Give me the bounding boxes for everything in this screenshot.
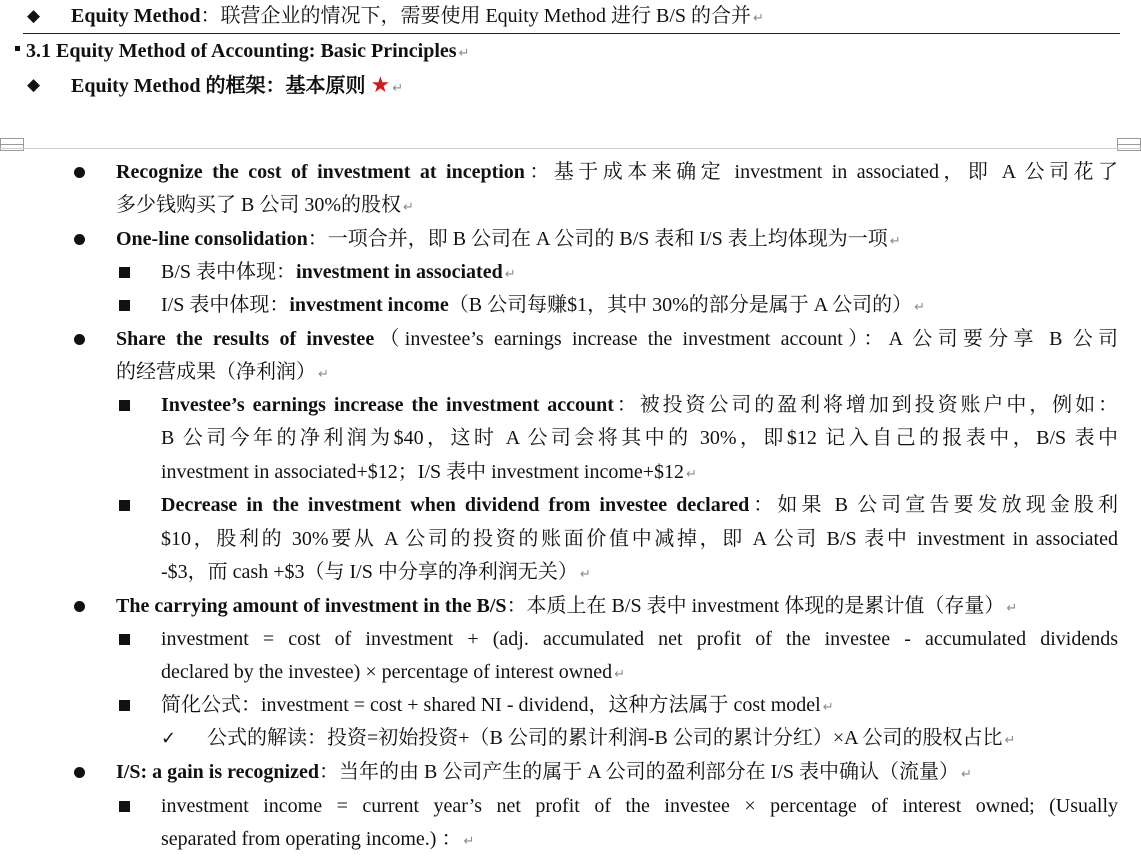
paragraph-mark: ↵ xyxy=(1004,733,1016,748)
item-carrying-amount xyxy=(116,590,1017,623)
subitem-text: B/S 表中体现： xyxy=(161,261,297,283)
subitem-dividend-decrease xyxy=(161,489,1118,522)
paragraph-mark: ↵ xyxy=(579,567,591,582)
item-bold-label: Recognize the cost of investment at inception xyxy=(116,161,525,183)
subitem-text: B 公司今年的净利润为$40，这时 A 公司会将其中的 30%，即$12 记入自己的报表中，B/S 表中 xyxy=(161,427,1118,449)
framework-label: Equity Method 的框架：基本原则 xyxy=(71,75,366,97)
equity-method-intro xyxy=(71,0,764,33)
paragraph-mark: ↵ xyxy=(889,234,901,249)
subitem-text: ：被投资公司的盈利将增加到投资账户中，例如： xyxy=(613,394,1119,416)
paragraph-mark: ↵ xyxy=(686,467,697,482)
paragraph-mark: ↵ xyxy=(1006,601,1018,616)
square-bullet-icon xyxy=(119,700,130,711)
diamond-bullet-icon: ◆ xyxy=(27,75,41,95)
item-bold-label: One-line consolidation xyxy=(116,228,308,250)
paragraph-mark: ↵ xyxy=(961,767,972,782)
subitem-earnings-increase xyxy=(161,389,1118,422)
page-break-line xyxy=(0,148,1141,149)
square-bullet-icon xyxy=(119,300,130,311)
heading-marker-icon xyxy=(15,46,20,51)
subitem-text: 简化公式：investment = cost + shared NI - dividend，这种方法属于 cost model xyxy=(161,694,821,716)
item-bold-label: Share the results of investee xyxy=(116,328,375,350)
margin-marker-right-icon xyxy=(1117,138,1141,151)
item-text: ：当年的由 B 公司产生的属于 A 公司的盈利部分在 I/S 表中确认（流量） xyxy=(318,761,959,783)
margin-marker-left-icon xyxy=(0,138,24,151)
item-is-gain xyxy=(116,756,972,789)
paragraph-mark: ↵ xyxy=(463,834,475,849)
checkmark-bullet-icon: ✓ xyxy=(161,728,177,749)
subitem-investment-formula-cont xyxy=(161,656,625,689)
subitem-text: $10，股利的 30%要从 A 公司的投资的账面价值中减掉，即 A 公司 B/S 表中 investment in associated xyxy=(161,528,1118,550)
round-bullet-icon xyxy=(74,767,85,778)
subitem-text: ：如果 B 公司宣告要发放现金股利 xyxy=(749,494,1118,516)
intro-text: ：联营企业的情况下，需要使用 Equity Method 进行 B/S 的合并 xyxy=(200,5,752,27)
paragraph-mark: ↵ xyxy=(753,11,764,26)
subitem-investment-income-cont xyxy=(161,823,474,856)
subitem-text: （B 公司每赚$1，其中 30%的部分是属于 A 公司的） xyxy=(448,294,913,316)
round-bullet-icon xyxy=(74,167,85,178)
subitem-bs xyxy=(161,256,516,289)
paragraph-mark: ↵ xyxy=(392,81,404,96)
paragraph-mark: ↵ xyxy=(504,267,516,282)
subitem-bold: Decrease in the investment when dividend from investee declared xyxy=(161,494,750,516)
subitem-investment-formula xyxy=(161,623,1118,656)
item-text: 的经营成果（净利润） xyxy=(116,361,316,383)
star-icon: ★ xyxy=(370,73,391,98)
paragraph-mark: ↵ xyxy=(614,667,625,682)
paragraph-mark: ↵ xyxy=(403,200,414,215)
item-recognize-cost xyxy=(116,156,1118,189)
intro-label: Equity Method xyxy=(71,5,201,27)
subitem-earnings-line3 xyxy=(161,456,697,489)
item-recognize-cost-cont xyxy=(116,189,414,222)
subitem-earnings-line2 xyxy=(161,422,1118,455)
heading-rule xyxy=(23,33,1120,34)
item-text: ：本质上在 B/S 表中 investment 体现的是累计值（存量） xyxy=(506,595,1005,617)
item-bold-label: I/S: a gain is recognized xyxy=(116,761,319,783)
round-bullet-icon xyxy=(74,334,85,345)
subitem-bold: investment income xyxy=(289,294,449,316)
subitem-simplified-formula xyxy=(161,689,834,722)
subitem-text: investment in associated+$12；I/S 表中 investment income+$12 xyxy=(161,461,685,483)
subitem-bold: investment in associated xyxy=(296,261,503,283)
subitem-dividend-line2 xyxy=(161,523,1118,556)
item-text: ：基于成本来确定 investment in associated，即 A 公司花了 xyxy=(524,161,1118,183)
subitem-text: investment income = current year’s net profit of the investee × percentage of interest owned; (Usually xyxy=(161,795,1118,817)
subitem-bold: Investee’s earnings increase the investment account xyxy=(161,394,614,416)
item-text: 多少钱购买了 B 公司 30%的股权 xyxy=(116,194,401,216)
paragraph-mark: ↵ xyxy=(318,367,329,382)
subitem-text: -$3，而 cash +$3（与 I/S 中分享的净利润无关） xyxy=(161,561,578,583)
paragraph-mark: ↵ xyxy=(822,700,834,715)
item-bold-label: The carrying amount of investment in the B/S xyxy=(116,595,507,617)
item-one-line-consolidation xyxy=(116,223,901,256)
section-heading-text: 3.1 Equity Method of Accounting: Basic Principles xyxy=(26,40,457,62)
subitem-text: investment = cost of investment + (adj. accumulated net profit of the investee - accumulated dividends xyxy=(161,628,1118,650)
subitem-text: I/S 表中体现： xyxy=(161,294,290,316)
round-bullet-icon xyxy=(74,601,85,612)
diamond-bullet-icon: ◆ xyxy=(27,6,41,26)
framework-heading xyxy=(71,69,403,102)
item-share-results xyxy=(116,323,1118,356)
square-bullet-icon xyxy=(119,801,130,812)
paragraph-mark: ↵ xyxy=(914,300,926,315)
item-share-results-cont xyxy=(116,356,329,389)
square-bullet-icon xyxy=(119,400,130,411)
section-heading xyxy=(26,35,469,68)
subitem-text: declared by the investee) × percentage of interest owned xyxy=(161,661,613,683)
subitem-is xyxy=(161,289,925,322)
formula-interpretation xyxy=(207,722,1015,755)
square-bullet-icon xyxy=(119,267,130,278)
item-text: （investee’s earnings increase the investment account）：A 公司要分享 B 公司 xyxy=(374,328,1118,350)
square-bullet-icon xyxy=(119,500,130,511)
interpretation-text: 公式的解读：投资=初始投资+（B 公司的累计利润-B 公司的累计分红）×A 公司的股权占比 xyxy=(207,727,1003,749)
paragraph-mark: ↵ xyxy=(458,46,470,61)
square-bullet-icon xyxy=(119,634,130,645)
subitem-dividend-line3 xyxy=(161,556,591,589)
subitem-investment-income xyxy=(161,790,1118,823)
item-text: ：一项合并，即 B 公司在 A 公司的 B/S 表和 I/S 表上均体现为一项 xyxy=(307,228,888,250)
subitem-text: separated from operating income.) ： xyxy=(161,828,462,850)
round-bullet-icon xyxy=(74,234,85,245)
